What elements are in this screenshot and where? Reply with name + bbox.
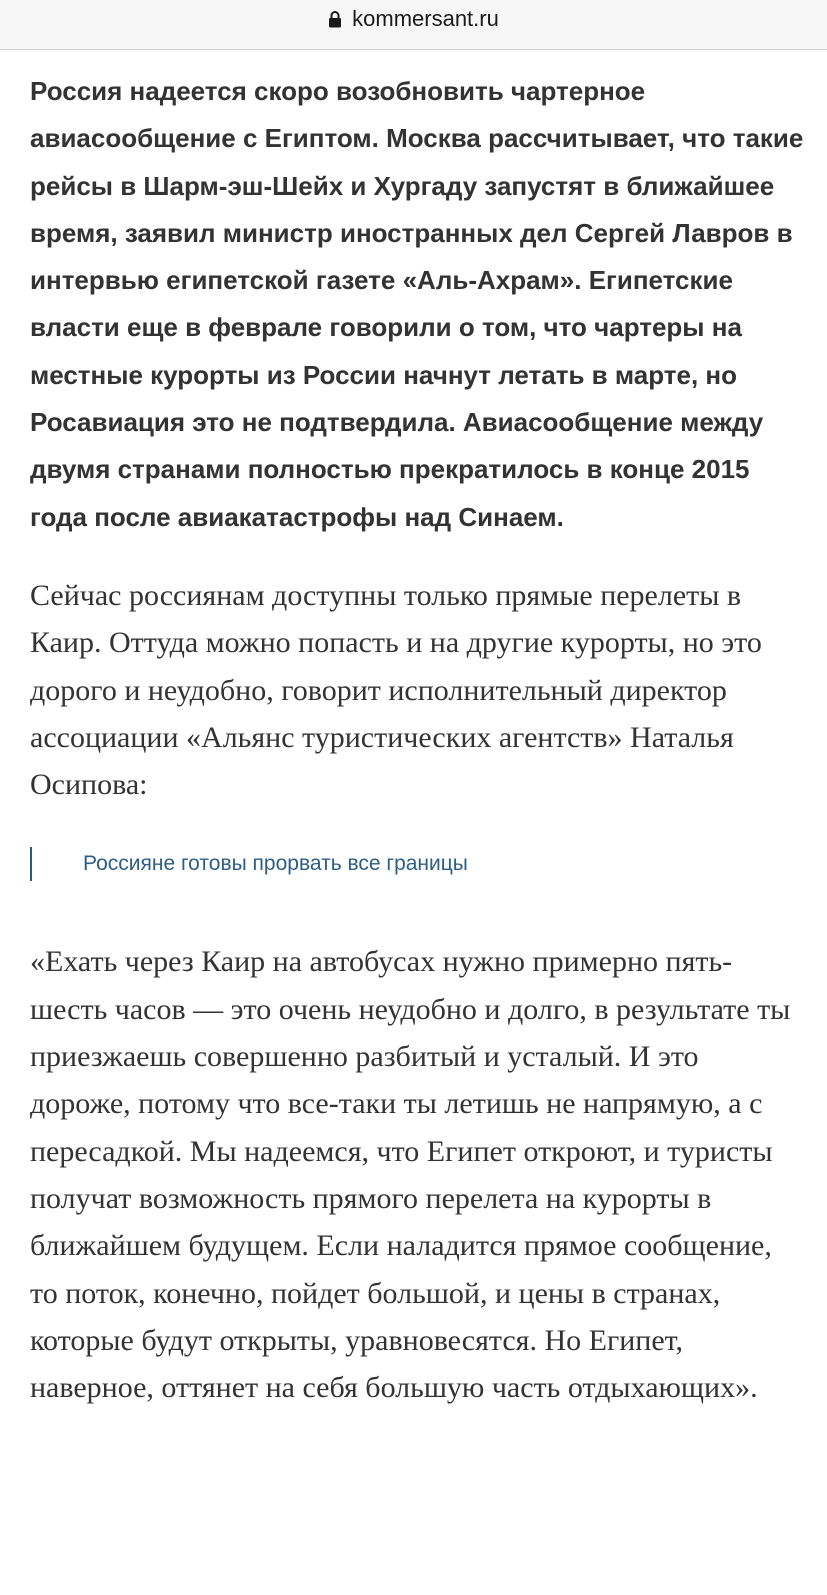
article-body xyxy=(30,68,805,1411)
related-article-link[interactable]: Россияне готовы прорвать все границы xyxy=(83,852,468,876)
lock-icon xyxy=(328,10,342,28)
browser-address-bar[interactable] xyxy=(0,0,827,50)
related-article-block xyxy=(30,847,805,881)
article-paragraph: Сейчас россиянам доступны только прямые перелеты в Каир. Оттуда можно попасть и на другие курорты, но это дорого и неудобно, говорит исполнительный директор ассоциации «Альянс туристических агентств» Наталья Осипова: xyxy=(30,578,762,802)
article-quote-paragraph: «Ехать через Каир на автобусах нужно примерно пять-шесть часов — это очень неудобно и долго, в результате ты приезжаешь совершенно разбитый и усталый. И это дороже, потому что все-таки ты летишь не напрямую, а с пересадкой. Мы надеемся, что Египет откроют, и туристы получат возможность прямого перелета на курорты в ближайшем будущем. Если наладится прямое сообщение, то поток, конечно, пойдет большой, и цены в странах, которые будут открыты, уравновесятся. Но Египет, наверное, оттянет на себя большую часть отдыхающих». xyxy=(30,945,791,1405)
url-text[interactable]: kommersant.ru xyxy=(352,5,499,31)
article-lead: Россия надеется скоро возобновить чартерное авиасообщение с Египтом. Москва рассчитывает, что такие рейсы в Шарм-эш-Шейх и Хургаду запустят в ближайшее время, заявил министр иностранных дел Сергей Лавров в интервью египетской газете «Аль-Ахрам». Египетские власти еще в феврале говорили о том, что чартеры на местные курорты из России начнут летать в марте, но Росавиация это не подтвердила. Авиасообщение между двумя странами полностью прекратилось в конце 2015 года после авиакатастрофы над Синаем. xyxy=(30,76,804,532)
